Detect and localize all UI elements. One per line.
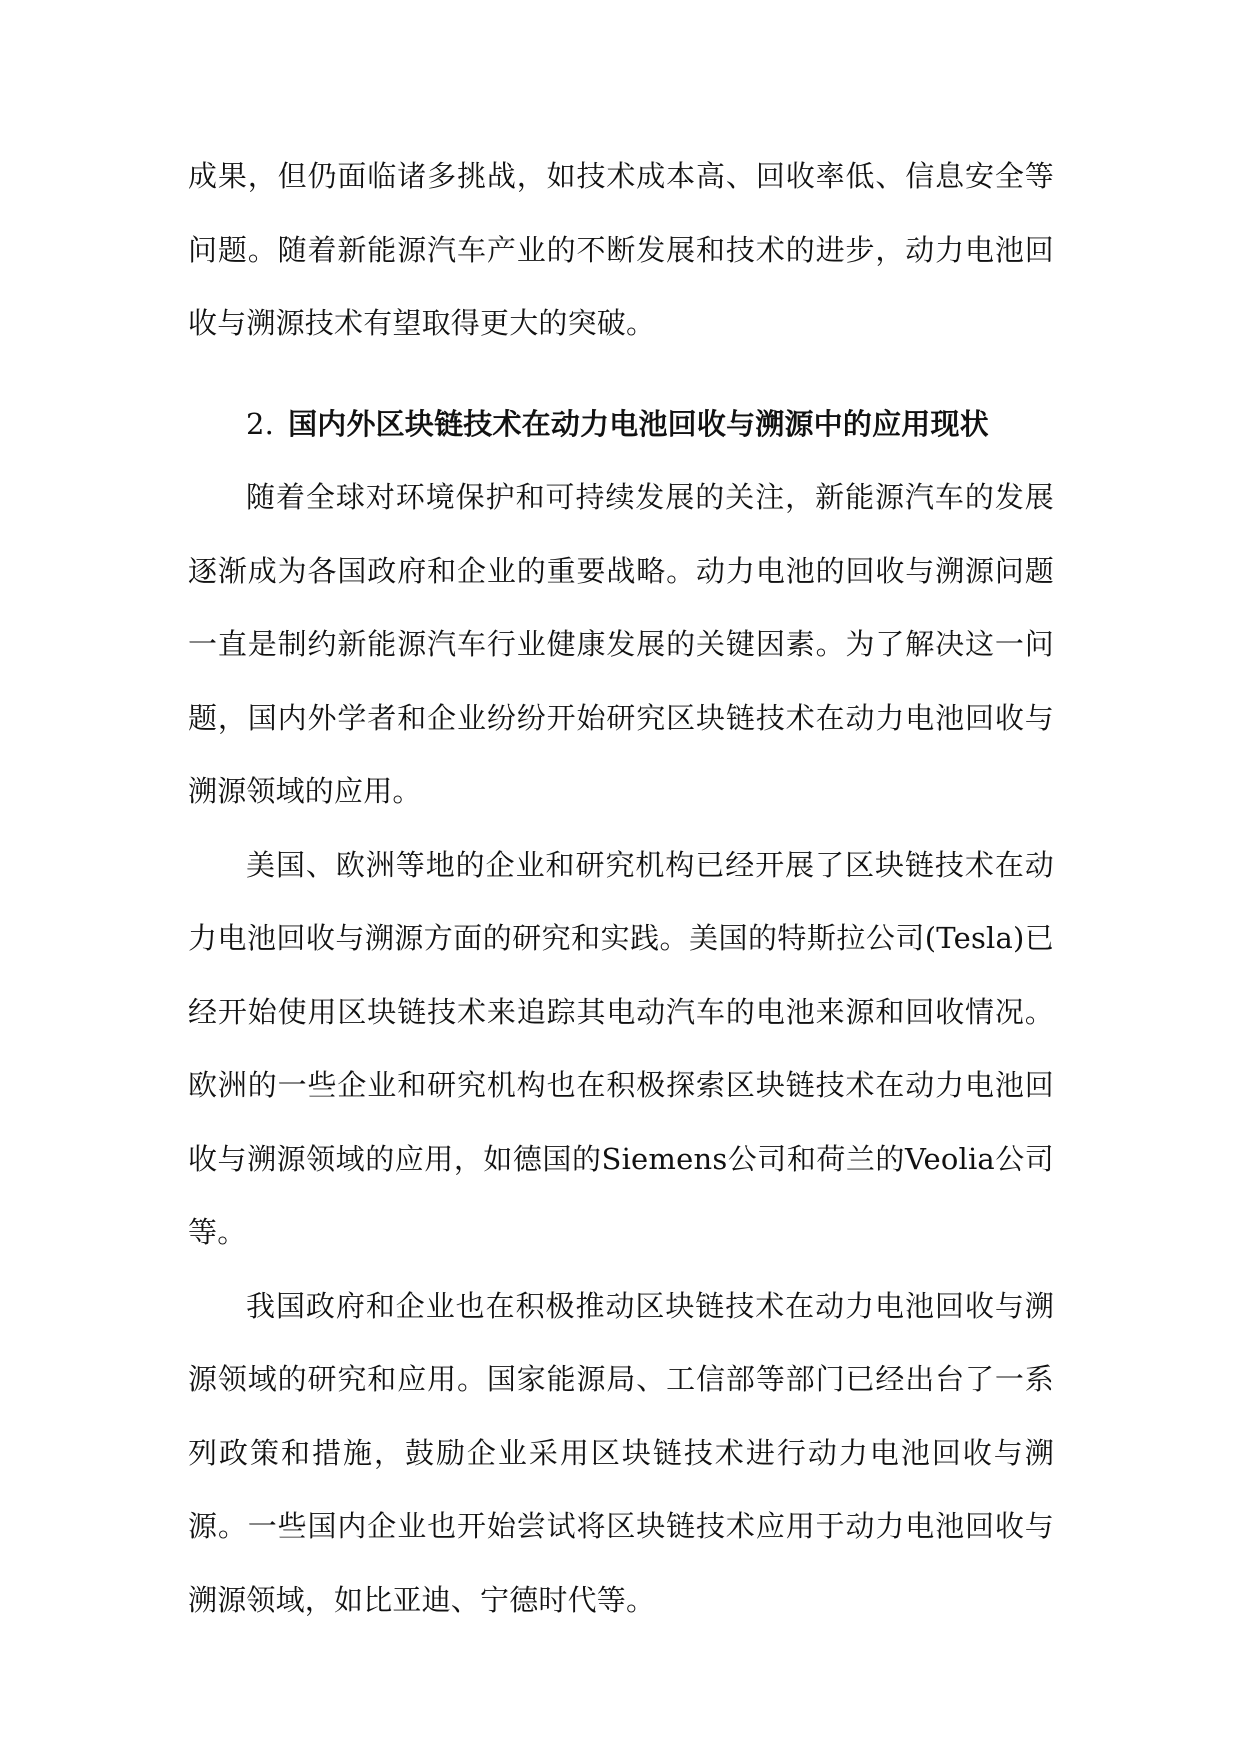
paragraph-continuation: 成果，但仍面临诸多挑战，如技术成本高、回收率低、信息安全等问题。随着新能源汽车产业的不断发展和技术的进步，动力电池回收与溯源技术有望取得更大的突破。	[188, 159, 1054, 340]
paragraph-2: 美国、欧洲等地的企业和研究机构已经开展了区块链技术在动力电池回收与溯源方面的研究和实践。美国的特斯拉公司(Tesla)已经开始使用区块链技术来追踪其电动汽车的电池来源和回收情况。欧洲的一些企业和研究机构也在积极探索区块链技术在动力电池回收与溯源领域的应用，如德国的Siemens公司和荷兰的Veolia公司等。	[188, 847, 1054, 1249]
section-heading	[188, 388, 1054, 462]
section-title: 国内外区块链技术在动力电池回收与溯源中的应用现状	[288, 406, 989, 441]
section-number: 2.	[246, 406, 275, 441]
document-body	[188, 140, 1054, 1637]
paragraph-3: 我国政府和企业也在积极推动区块链技术在动力电池回收与溯源领域的研究和应用。国家能源局、工信部等部门已经出台了一系列政策和措施，鼓励企业采用区块链技术进行动力电池回收与溯源。一些国内企业也开始尝试将区块链技术应用于动力电池回收与溯源领域，如比亚迪、宁德时代等。	[188, 1288, 1054, 1617]
paragraph-1: 随着全球对环境保护和可持续发展的关注，新能源汽车的发展逐渐成为各国政府和企业的重要战略。动力电池的回收与溯源问题一直是制约新能源汽车行业健康发展的关键因素。为了解决这一问题，国内外学者和企业纷纷开始研究区块链技术在动力电池回收与溯源领域的应用。	[188, 480, 1054, 808]
